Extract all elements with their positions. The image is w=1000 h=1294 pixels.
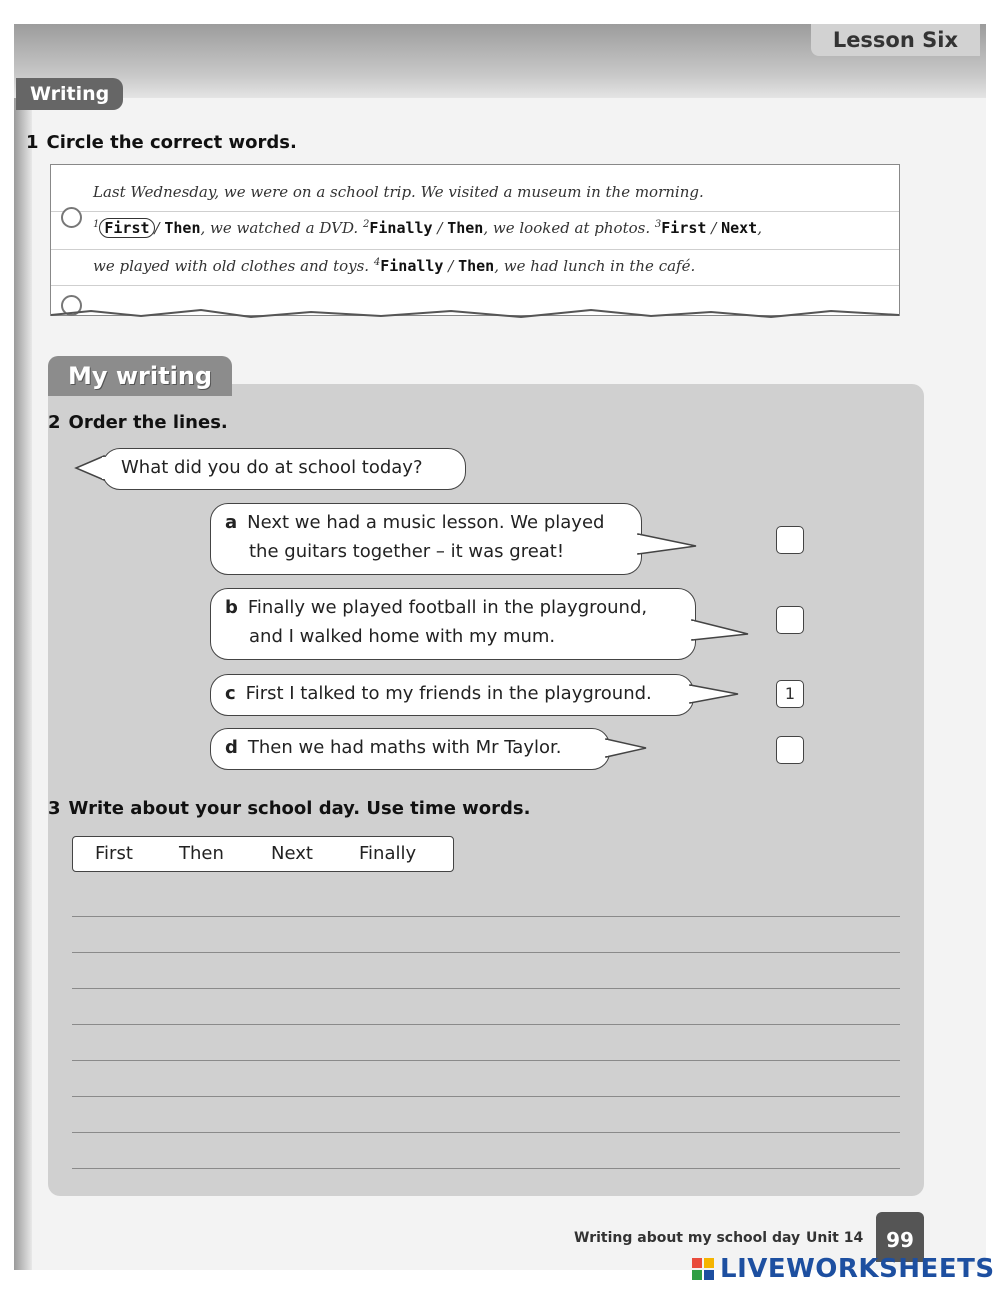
liveworksheets-logo-icon	[692, 1258, 716, 1282]
page-spine-shadow	[14, 24, 32, 1270]
option-separator: /	[437, 219, 443, 237]
line-d-row1	[225, 737, 561, 758]
footer-topic: Writing about my school day	[574, 1230, 801, 1246]
notebook-paper	[50, 164, 900, 316]
option-first-circled[interactable]: First	[99, 218, 154, 238]
exercise2-number: 2	[48, 412, 61, 433]
my-writing-tab: My writing	[48, 356, 232, 396]
paper-rule	[51, 211, 899, 212]
answer-bubble-c	[210, 674, 694, 716]
option-next[interactable]: Next	[721, 219, 758, 237]
line-letter: b	[225, 597, 238, 618]
writing-line[interactable]	[72, 952, 900, 953]
answer-box-c[interactable]: 1	[776, 680, 804, 708]
sentence-text: we played with old clothes and toys.	[93, 257, 370, 275]
time-word: First	[95, 843, 133, 864]
line-text: the guitars together – it was great!	[249, 541, 565, 562]
text-line-3	[93, 257, 695, 275]
line-c-row1	[225, 683, 652, 704]
option-separator: /	[154, 219, 160, 237]
answer-bubble-b	[210, 588, 696, 660]
logo-square	[704, 1258, 714, 1268]
section-tab-writing: Writing	[16, 78, 123, 110]
lesson-label: Lesson Six	[811, 24, 980, 56]
gap-number: 1	[93, 219, 100, 230]
time-word: Next	[271, 843, 313, 864]
exercise3-heading	[48, 798, 530, 819]
line-text: and I walked home with my mum.	[249, 626, 556, 647]
gap-number: 4	[373, 257, 381, 268]
sentence-text: ,	[757, 219, 762, 237]
answer-box-d[interactable]	[776, 736, 804, 764]
writing-line[interactable]	[72, 988, 900, 989]
exercise3-title: Write about your school day. Use time words.	[68, 798, 531, 819]
writing-line[interactable]	[72, 1096, 900, 1097]
exercise2-title: Order the lines.	[68, 412, 228, 433]
workbook-page	[14, 24, 986, 1270]
torn-paper-edge	[51, 307, 899, 321]
speech-tail	[636, 530, 698, 558]
line-letter: c	[225, 683, 236, 704]
answer-bubble-a	[210, 503, 642, 575]
gap-number: 2	[363, 219, 370, 230]
option-then[interactable]: Then	[164, 219, 201, 237]
speech-tail	[690, 616, 750, 644]
writing-line[interactable]	[72, 1168, 900, 1169]
text-line-1: Last Wednesday, we were on a school trip. We visited a museum in the morning.	[93, 183, 704, 201]
binder-hole	[61, 207, 82, 228]
line-text: Next we had a music lesson. We played	[247, 512, 605, 533]
logo-square	[692, 1270, 702, 1280]
text-line-2	[93, 219, 762, 237]
logo-square	[692, 1258, 702, 1268]
paper-rule	[51, 285, 899, 286]
liveworksheets-brand[interactable]: LIVEWORKSHEETS	[720, 1254, 995, 1284]
speech-tail	[604, 736, 648, 760]
sentence-text: , we had lunch in the café.	[494, 257, 696, 275]
line-text: Finally we played football in the playground,	[247, 597, 648, 618]
answer-box-a[interactable]	[776, 526, 804, 554]
option-then[interactable]: Then	[447, 219, 484, 237]
line-a-row1	[225, 512, 604, 533]
logo-square	[704, 1270, 714, 1280]
speech-tail	[688, 682, 740, 706]
question-text: What did you do at school today?	[121, 457, 423, 478]
exercise2-heading	[48, 412, 228, 433]
option-finally[interactable]: Finally	[369, 219, 433, 237]
time-words-box	[72, 836, 454, 872]
page-number: 99	[876, 1212, 924, 1262]
line-text: First I talked to my friends in the playground.	[245, 683, 652, 704]
writing-line[interactable]	[72, 1132, 900, 1133]
paper-rule	[51, 249, 899, 250]
exercise3-number: 3	[48, 798, 61, 819]
sentence-text: , we looked at photos.	[483, 219, 651, 237]
exercise1-number: 1	[26, 132, 39, 153]
option-then[interactable]: Then	[458, 257, 495, 275]
option-separator: /	[448, 257, 454, 275]
gap-number: 3	[654, 219, 662, 230]
time-word: Finally	[359, 843, 417, 864]
answer-box-b[interactable]	[776, 606, 804, 634]
question-bubble	[102, 448, 466, 490]
writing-line[interactable]	[72, 916, 900, 917]
option-separator: /	[711, 219, 717, 237]
exercise1-title: Circle the correct words.	[46, 132, 297, 153]
time-word: Then	[179, 843, 224, 864]
sentence-text: , we watched a DVD.	[200, 219, 359, 237]
footer-unit: Unit 14	[806, 1230, 864, 1246]
answer-bubble-d	[210, 728, 610, 770]
line-text: Then we had maths with Mr Taylor.	[247, 737, 562, 758]
option-first[interactable]: First	[661, 219, 707, 237]
writing-line[interactable]	[72, 1060, 900, 1061]
option-finally[interactable]: Finally	[380, 257, 444, 275]
exercise1-heading	[26, 132, 297, 153]
line-letter: a	[225, 512, 238, 533]
line-letter: d	[225, 737, 238, 758]
line-b-row1	[225, 597, 647, 618]
speech-tail	[74, 452, 108, 486]
writing-line[interactable]	[72, 1024, 900, 1025]
